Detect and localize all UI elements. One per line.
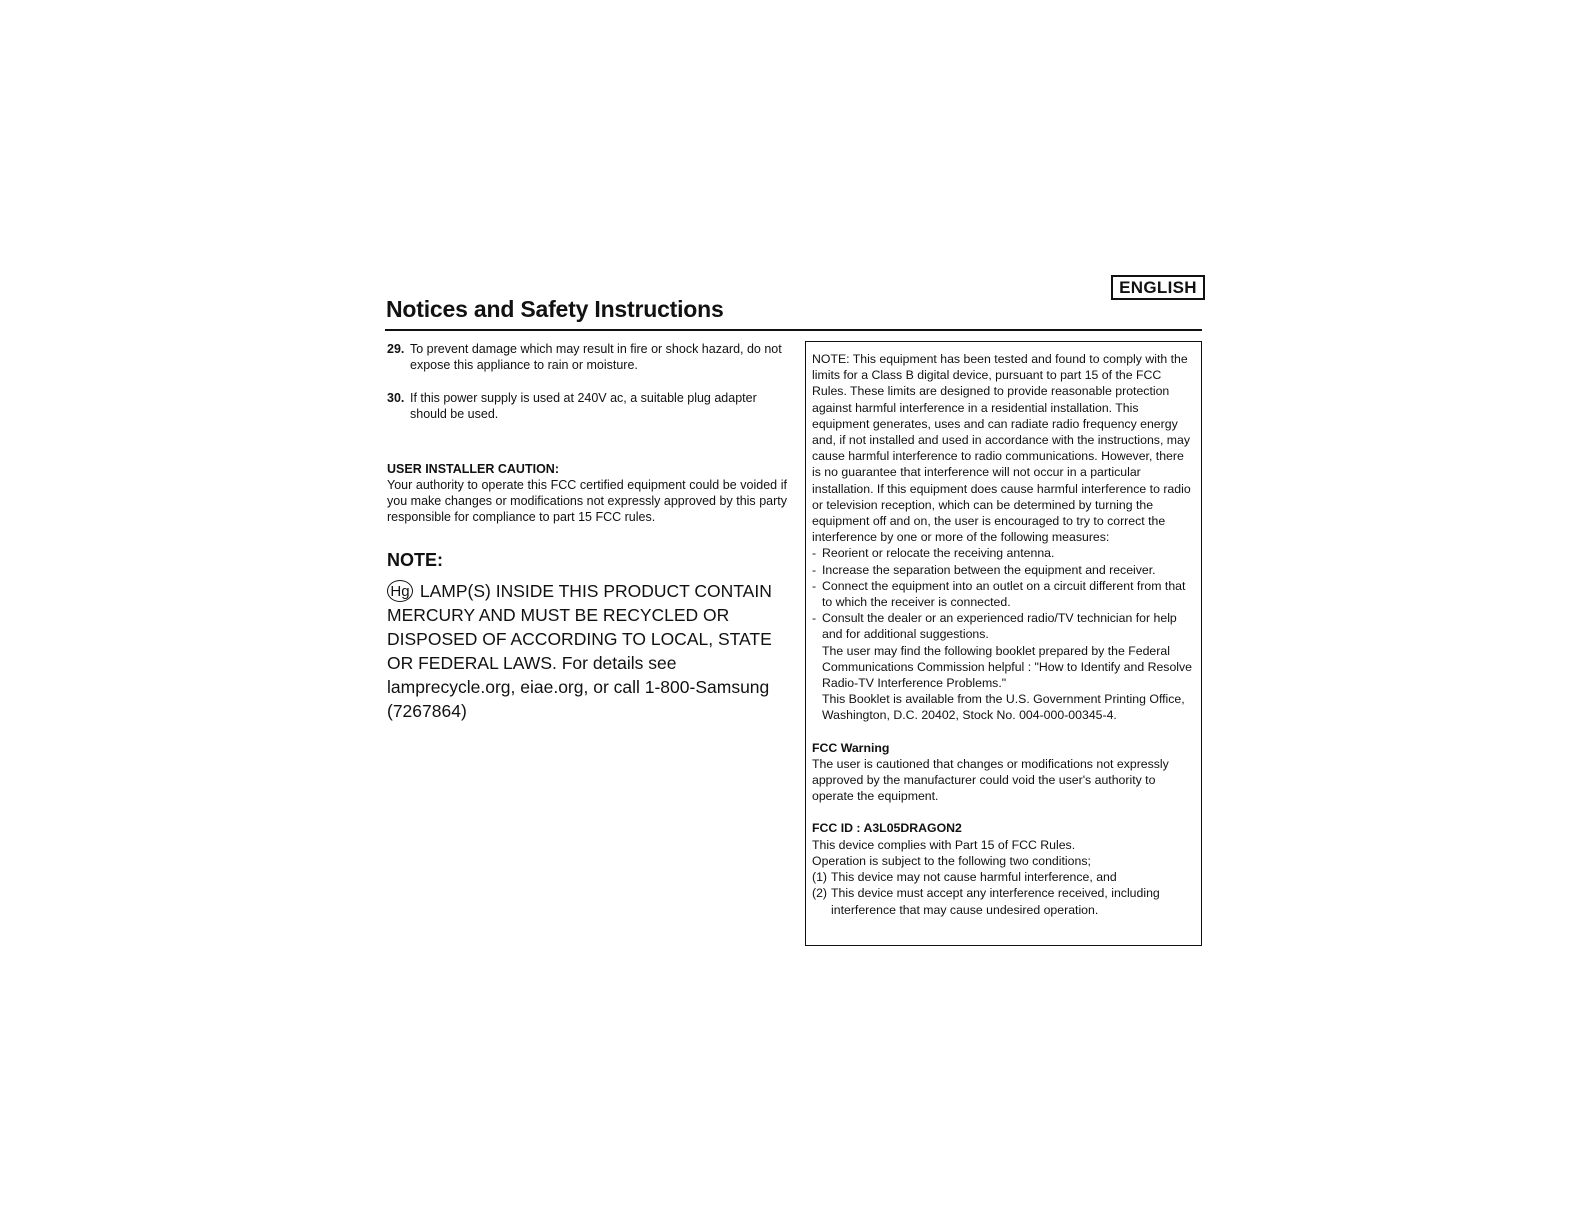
list-item: - Connect the equipment into an outlet on a circuit different from that to which the receiver is connected. (812, 578, 1195, 610)
fcc-notice-box (805, 341, 1202, 946)
page-title: Notices and Safety Instructions (386, 296, 724, 322)
safety-item (387, 341, 787, 373)
safety-item-number: 30. (387, 391, 405, 405)
safety-item-number: 29. (387, 342, 405, 356)
list-item: - Reorient or relocate the receiving antenna. (812, 545, 1195, 561)
language-badge: ENGLISH (1111, 275, 1205, 300)
safety-item-text: If this power supply is used at 240V ac, a suitable plug adapter should be used. (410, 391, 757, 421)
note-heading: NOTE: (387, 550, 443, 570)
condition-text: This device must accept any interference received, including interference that may cause undesired operation. (831, 886, 1160, 917)
condition-text: This device may not cause harmful interference, and (831, 870, 1117, 885)
safety-item-text: To prevent damage which may result in fire or shock hazard, do not expose this appliance to rain or moisture. (410, 342, 782, 372)
title-divider (385, 329, 1202, 331)
booklet-text: The user may find the following booklet prepared by the Federal Communications Commission helpful : "How to Identify and Resolve Radio-TV Interference Problems." (822, 643, 1193, 691)
fcc-warning-text: The user is cautioned that changes or modifications not expressly approved by the manufacturer could void the user's authority to operate the equipment. (812, 756, 1169, 804)
condition-item (812, 885, 1195, 917)
compliance-text: This device complies with Part 15 of FCC Rules. (812, 837, 1076, 852)
mercury-note (387, 579, 779, 723)
interference-measures-list (812, 545, 1195, 642)
user-installer-caution (387, 461, 787, 525)
conditions-intro: Operation is subject to the following two conditions; (812, 853, 1091, 868)
caution-text: Your authority to operate this FCC certified equipment could be voided if you make changes or modifications not expressly approved by this party responsible for compliance to part 15 FCC rules. (387, 478, 787, 524)
fcc-warning-heading: FCC Warning (812, 740, 890, 755)
fcc-intro: NOTE: This equipment has been tested and found to comply with the limits for a Class B digital device, pursuant to part 15 of the FCC Rules. These limits are designed to provide reasonable protection against harmful interference in a residential installation. This equipment generates, uses and can radiate radio frequency energy and, if not installed and used in accordance with the instructions, may cause harmful interference to radio communications. However, there is no guarantee that interference will not occur in a particular installation. If this equipment does cause harmful interference to radio or television reception, which can be determined by turning the equipment off and on, the user is encouraged to try to correct the interference by one or more of the following measures: (812, 352, 1191, 545)
condition-number: (1) (812, 870, 828, 885)
caution-heading: USER INSTALLER CAUTION: (387, 462, 559, 476)
condition-number: (2) (812, 886, 828, 901)
left-column (387, 341, 787, 723)
safety-item (387, 390, 787, 422)
mercury-note-text: LAMP(S) INSIDE THIS PRODUCT CONTAIN MERCURY AND MUST BE RECYCLED OR DISPOSED OF ACCORDING TO LOCAL, STATE OR FEDERAL LAWS. For details see lamprecycle.org, eiae.org, or call 1-800-Samsung (7267864) (387, 581, 772, 721)
booklet-availability: This Booklet is available from the U.S. Government Printing Office, Washington, D.C. 20402, Stock No. 004-000-00345-4. (822, 692, 1185, 723)
fcc-id: FCC ID : A3L05DRAGON2 (812, 821, 962, 836)
condition-item (812, 869, 1195, 885)
list-item: - Increase the separation between the equipment and receiver. (812, 562, 1195, 578)
mercury-hg-icon: Hg (387, 580, 413, 602)
list-item: - Consult the dealer or an experienced radio/TV technician for help and for additional suggestions. (812, 610, 1195, 642)
